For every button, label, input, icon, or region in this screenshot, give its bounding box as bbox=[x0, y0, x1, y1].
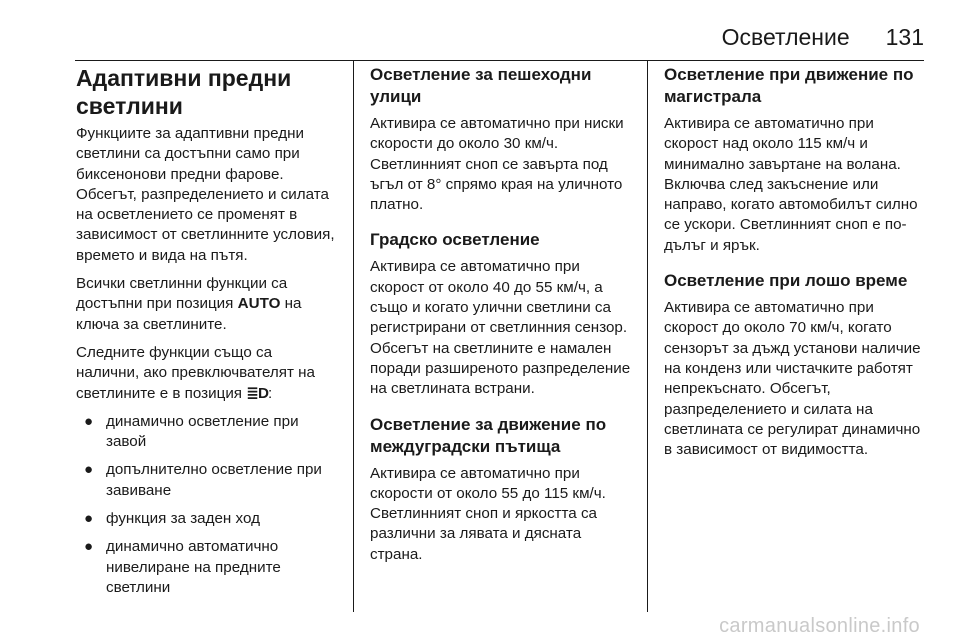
list-item-text: допълнително осветление при завиване bbox=[106, 461, 322, 499]
column-3 bbox=[664, 64, 930, 468]
page-header bbox=[722, 24, 924, 54]
section-heading-country-road: Осветление за движение по междуградски пътища bbox=[370, 414, 607, 456]
column-1 bbox=[76, 64, 338, 606]
low-beam-icon: ≣D bbox=[246, 384, 268, 402]
paragraph-auto-before: Всички светлинни функции са достъпни при позиция bbox=[76, 275, 288, 313]
section-heading-pedestrian: Осветление за пешеходни улици bbox=[370, 65, 592, 106]
list-item bbox=[76, 537, 338, 598]
paragraph-also-before: Следните функции също са налични, ако превключвателят на светлините е в позиция bbox=[76, 343, 315, 402]
paragraph-auto bbox=[76, 274, 338, 335]
list-item bbox=[76, 460, 338, 501]
paragraph-also-after: : bbox=[267, 384, 273, 402]
paragraph-bad-weather: Активира се автоматично при скорост до около 70 км/ч, когато сензорът за дъжд установи наличие на конденз или чистачките работят непрекъснато. Обсегът, разпределението и силата на светлината се регулират динамично в зависимост от видимостта. bbox=[664, 299, 921, 459]
paragraph-also-available bbox=[76, 343, 338, 404]
header-rule bbox=[75, 60, 924, 61]
list-item bbox=[76, 509, 338, 529]
page-number: 131 bbox=[885, 24, 924, 50]
list-item-text: динамично автоматично нивелиране на предните светлини bbox=[106, 538, 281, 596]
list-item bbox=[76, 412, 338, 453]
bullet-icon: ● bbox=[84, 510, 94, 528]
bullet-icon: ● bbox=[84, 461, 94, 479]
auto-label: AUTO bbox=[237, 295, 281, 313]
section-heading-town: Градско осветление bbox=[370, 230, 540, 250]
list-item-text: динамично осветление при завой bbox=[106, 412, 299, 451]
paragraph-intro: Функциите за адаптивни предни светлини са достъпни само при биксенонови предни фарове. Обсегът, разпределението и силата на осветлението се променят в зависимост от светлинните условия, времето и вида на пътя. bbox=[76, 125, 335, 264]
section-heading-bad-weather: Осветление при лошо време bbox=[664, 271, 908, 291]
section-heading-adaptive-headlights: Адаптивни предни светлини bbox=[76, 65, 292, 119]
section-heading-motorway: Осветление при движение по магистрала bbox=[664, 65, 914, 106]
running-title: Осветление bbox=[721, 24, 850, 50]
paragraph-town: Активира се автоматично при скорост от около 40 до 55 км/ч, а също и когато улични светлини са регистрирани от светлинния сензор. Обсегът на светлините е намален поради разширеното разпределение на светлината встрани. bbox=[370, 258, 631, 398]
paragraph-auto-after: на ключа за светлините. bbox=[76, 295, 302, 333]
column-divider-1 bbox=[353, 60, 354, 612]
feature-list bbox=[76, 412, 338, 598]
column-2 bbox=[370, 64, 632, 573]
paragraph-pedestrian: Активира се автоматично при ниски скорости до около 30 км/ч. Светлинният сноп се завърта под ъгъл от 8° спрямо края на уличното платно. bbox=[370, 115, 624, 214]
paragraph-country-road: Активира се автоматично при скорости от около 55 до 115 км/ч. Светлинният сноп и яркостта са различни за лявата и дясната страна. bbox=[370, 464, 606, 563]
bullet-icon: ● bbox=[84, 412, 94, 430]
list-item-text: функция за заден ход bbox=[106, 510, 260, 528]
bullet-icon: ● bbox=[84, 538, 94, 556]
paragraph-motorway: Активира се автоматично при скорост над около 115 км/ч и минимално завъртане на волана. Включва след закъснение или направо, когато автомобилът силно се ускори. Светлинният сноп е по-дълъг и ярък. bbox=[664, 115, 918, 254]
column-divider-2 bbox=[647, 60, 648, 612]
watermark: carmanualsonline.info bbox=[719, 615, 920, 637]
